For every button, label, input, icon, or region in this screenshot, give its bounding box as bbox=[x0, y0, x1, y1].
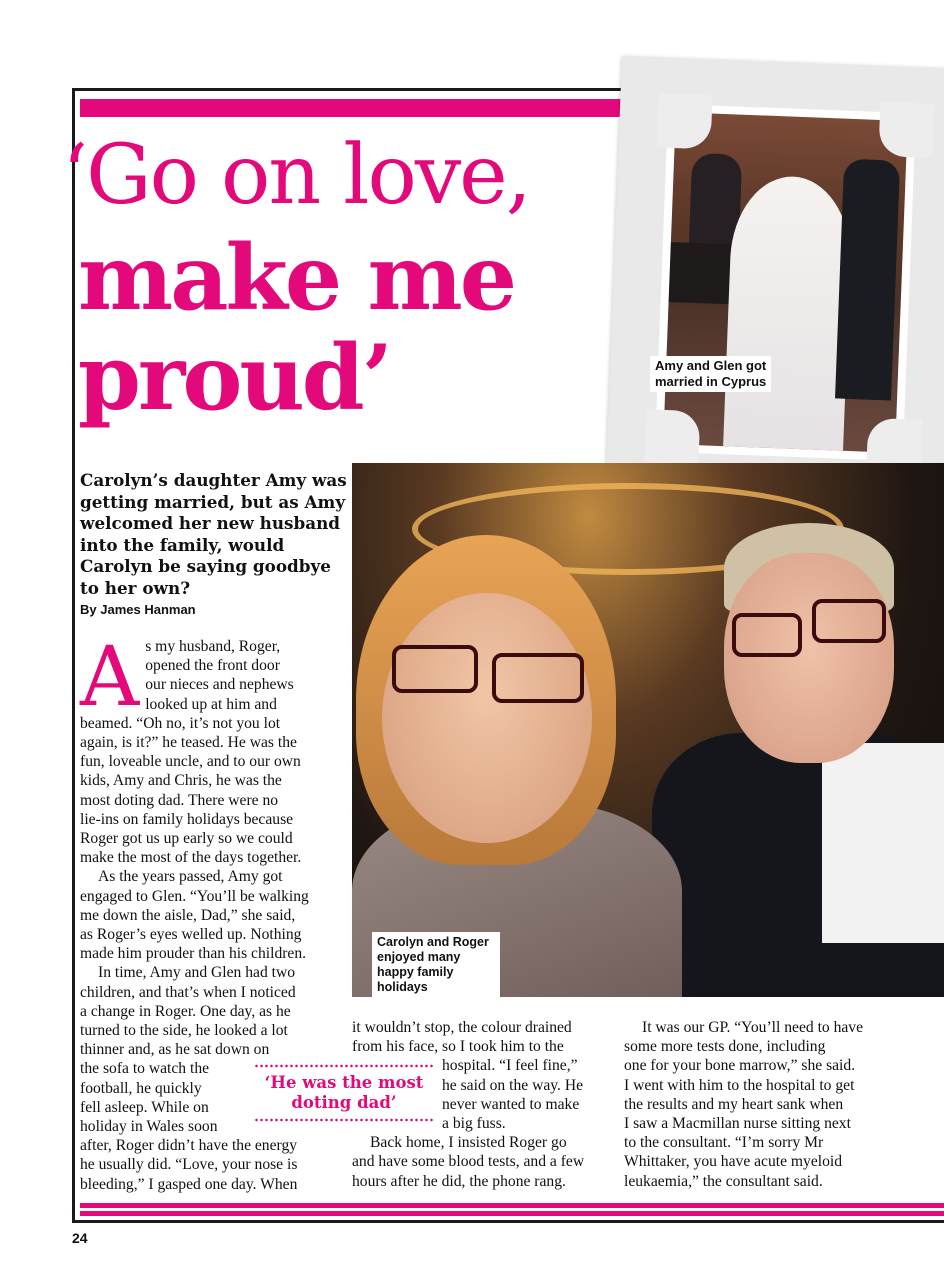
article-line: As the years passed, Amy got bbox=[98, 868, 283, 886]
article-line: hospital. “I feel fine,” bbox=[442, 1057, 578, 1075]
article-line: In time, Amy and Glen had two bbox=[98, 964, 296, 982]
groom-figure bbox=[835, 159, 900, 401]
article-line: It was our GP. “You’ll need to have bbox=[642, 1019, 864, 1036]
article-line: one for your bone marrow,” she said. bbox=[624, 1057, 856, 1075]
article-line: fell asleep. While on bbox=[80, 1098, 209, 1116]
article-line: me down the aisle, Dad,” she said, bbox=[80, 906, 296, 924]
footer-accent-bar-2 bbox=[80, 1211, 944, 1216]
couple-caption: Carolyn and Roger enjoyed many happy family holidays bbox=[372, 932, 500, 998]
man-face bbox=[724, 553, 894, 763]
man-glasses-left bbox=[732, 613, 802, 657]
article-line: it wouldn’t stop, the colour drained bbox=[352, 1019, 572, 1036]
couple-photo bbox=[352, 463, 944, 997]
headline bbox=[62, 128, 658, 431]
headline-line-2: make me bbox=[78, 225, 514, 331]
article-line: lie-ins on family holidays because bbox=[80, 810, 294, 828]
wedding-caption-line-1: Amy and Glen got bbox=[655, 358, 767, 373]
frame-bottom-rule bbox=[72, 1220, 944, 1223]
article-line: some more tests done, including bbox=[624, 1038, 826, 1056]
article-line: our nieces and nephews bbox=[145, 676, 294, 694]
article-line: hours after he did, the phone rang. bbox=[352, 1172, 566, 1190]
man-glasses-right bbox=[812, 599, 886, 643]
article-line: made him prouder than his children. bbox=[80, 945, 307, 963]
article-line: make the most of the days together. bbox=[80, 849, 302, 867]
article-line: to the consultant. “I’m sorry Mr bbox=[624, 1134, 824, 1152]
article-line: football, he quickly bbox=[80, 1079, 202, 1097]
article-line: a change in Roger. One day, as he bbox=[80, 1002, 291, 1020]
article-line: after, Roger didn’t have the energy bbox=[80, 1137, 298, 1155]
article-line: Back home, I insisted Roger go bbox=[370, 1134, 567, 1152]
wedding-photo bbox=[663, 112, 908, 453]
article-line: turned to the side, he looked a lot bbox=[80, 1022, 288, 1040]
article-line: engaged to Glen. “You’ll be walking bbox=[80, 887, 309, 905]
article-line: a big fuss. bbox=[442, 1115, 506, 1133]
article-line: fun, loveable uncle, and to our own bbox=[80, 753, 301, 771]
article-line: the sofa to watch the bbox=[80, 1060, 210, 1078]
frame-left-rule bbox=[72, 88, 75, 1223]
article-line: as Roger’s eyes welled up. Nothing bbox=[80, 926, 302, 944]
article-column-2 bbox=[352, 1018, 612, 1191]
article-line: Roger got us up early so we could bbox=[80, 830, 293, 848]
article-line: leukaemia,” the consultant said. bbox=[624, 1172, 823, 1190]
pull-quote-line-2: doting dad’ bbox=[291, 1093, 397, 1112]
article-line: beamed. “Oh no, it’s not you lot bbox=[80, 714, 281, 732]
article-line: children, and that’s when I noticed bbox=[80, 983, 296, 1001]
article-line: he usually did. “Love, your nose is bbox=[80, 1156, 298, 1174]
man-shirt bbox=[822, 743, 944, 943]
article-line: Whittaker, you have acute myeloid bbox=[624, 1153, 843, 1171]
article-line: never wanted to make bbox=[442, 1095, 580, 1113]
pull-quote-line-1: ‘He was the most bbox=[264, 1073, 424, 1092]
bride-figure bbox=[723, 174, 854, 452]
article-line: looked up at him and bbox=[145, 695, 277, 713]
article-line: and have some blood tests, and a few bbox=[352, 1153, 585, 1171]
article-line: he said on the way. He bbox=[442, 1076, 584, 1094]
footer-accent-bar-1 bbox=[80, 1203, 944, 1208]
woman-glasses-left bbox=[392, 645, 478, 693]
header-accent-bar bbox=[80, 99, 648, 117]
article-line: most doting dad. There were no bbox=[80, 791, 279, 809]
standfirst: Carolyn’s daughter Amy was getting married, but as Amy welcomed her new husband into the family, would Carolyn be saying goodbye to her own? bbox=[80, 470, 347, 598]
headline-line-3: proud’ bbox=[78, 325, 391, 431]
article-line: again, is it?” he teased. He was the bbox=[80, 734, 297, 752]
headline-line-1: ‘Go on love, bbox=[62, 128, 530, 223]
wedding-caption-line-2: married in Cyprus bbox=[655, 374, 767, 389]
article-line: s my husband, Roger, bbox=[145, 638, 281, 655]
wedding-caption bbox=[650, 356, 771, 392]
article-line: opened the front door bbox=[145, 657, 280, 675]
article-line: thinner and, as he sat down on bbox=[80, 1041, 270, 1059]
woman-face bbox=[382, 593, 592, 843]
article-column-3 bbox=[624, 1018, 884, 1191]
wedding-photo-frame bbox=[605, 56, 944, 509]
page-number: 24 bbox=[72, 1230, 88, 1246]
woman-glasses-right bbox=[492, 653, 584, 703]
article-line: from his face, so I took him to the bbox=[352, 1038, 564, 1056]
drop-cap: A bbox=[80, 630, 140, 725]
article-line: holiday in Wales soon bbox=[80, 1118, 218, 1136]
frame-top-rule bbox=[72, 88, 652, 91]
article-line: bleeding,” I gasped one day. When bbox=[80, 1175, 298, 1193]
article-line: I saw a Macmillan nurse sitting next bbox=[624, 1115, 851, 1133]
article-line: the results and my heart sank when bbox=[624, 1095, 844, 1113]
byline: By James Hanman bbox=[80, 602, 196, 617]
article-line: kids, Amy and Chris, he was the bbox=[80, 772, 282, 790]
article-line: I went with him to the hospital to get bbox=[624, 1076, 855, 1094]
